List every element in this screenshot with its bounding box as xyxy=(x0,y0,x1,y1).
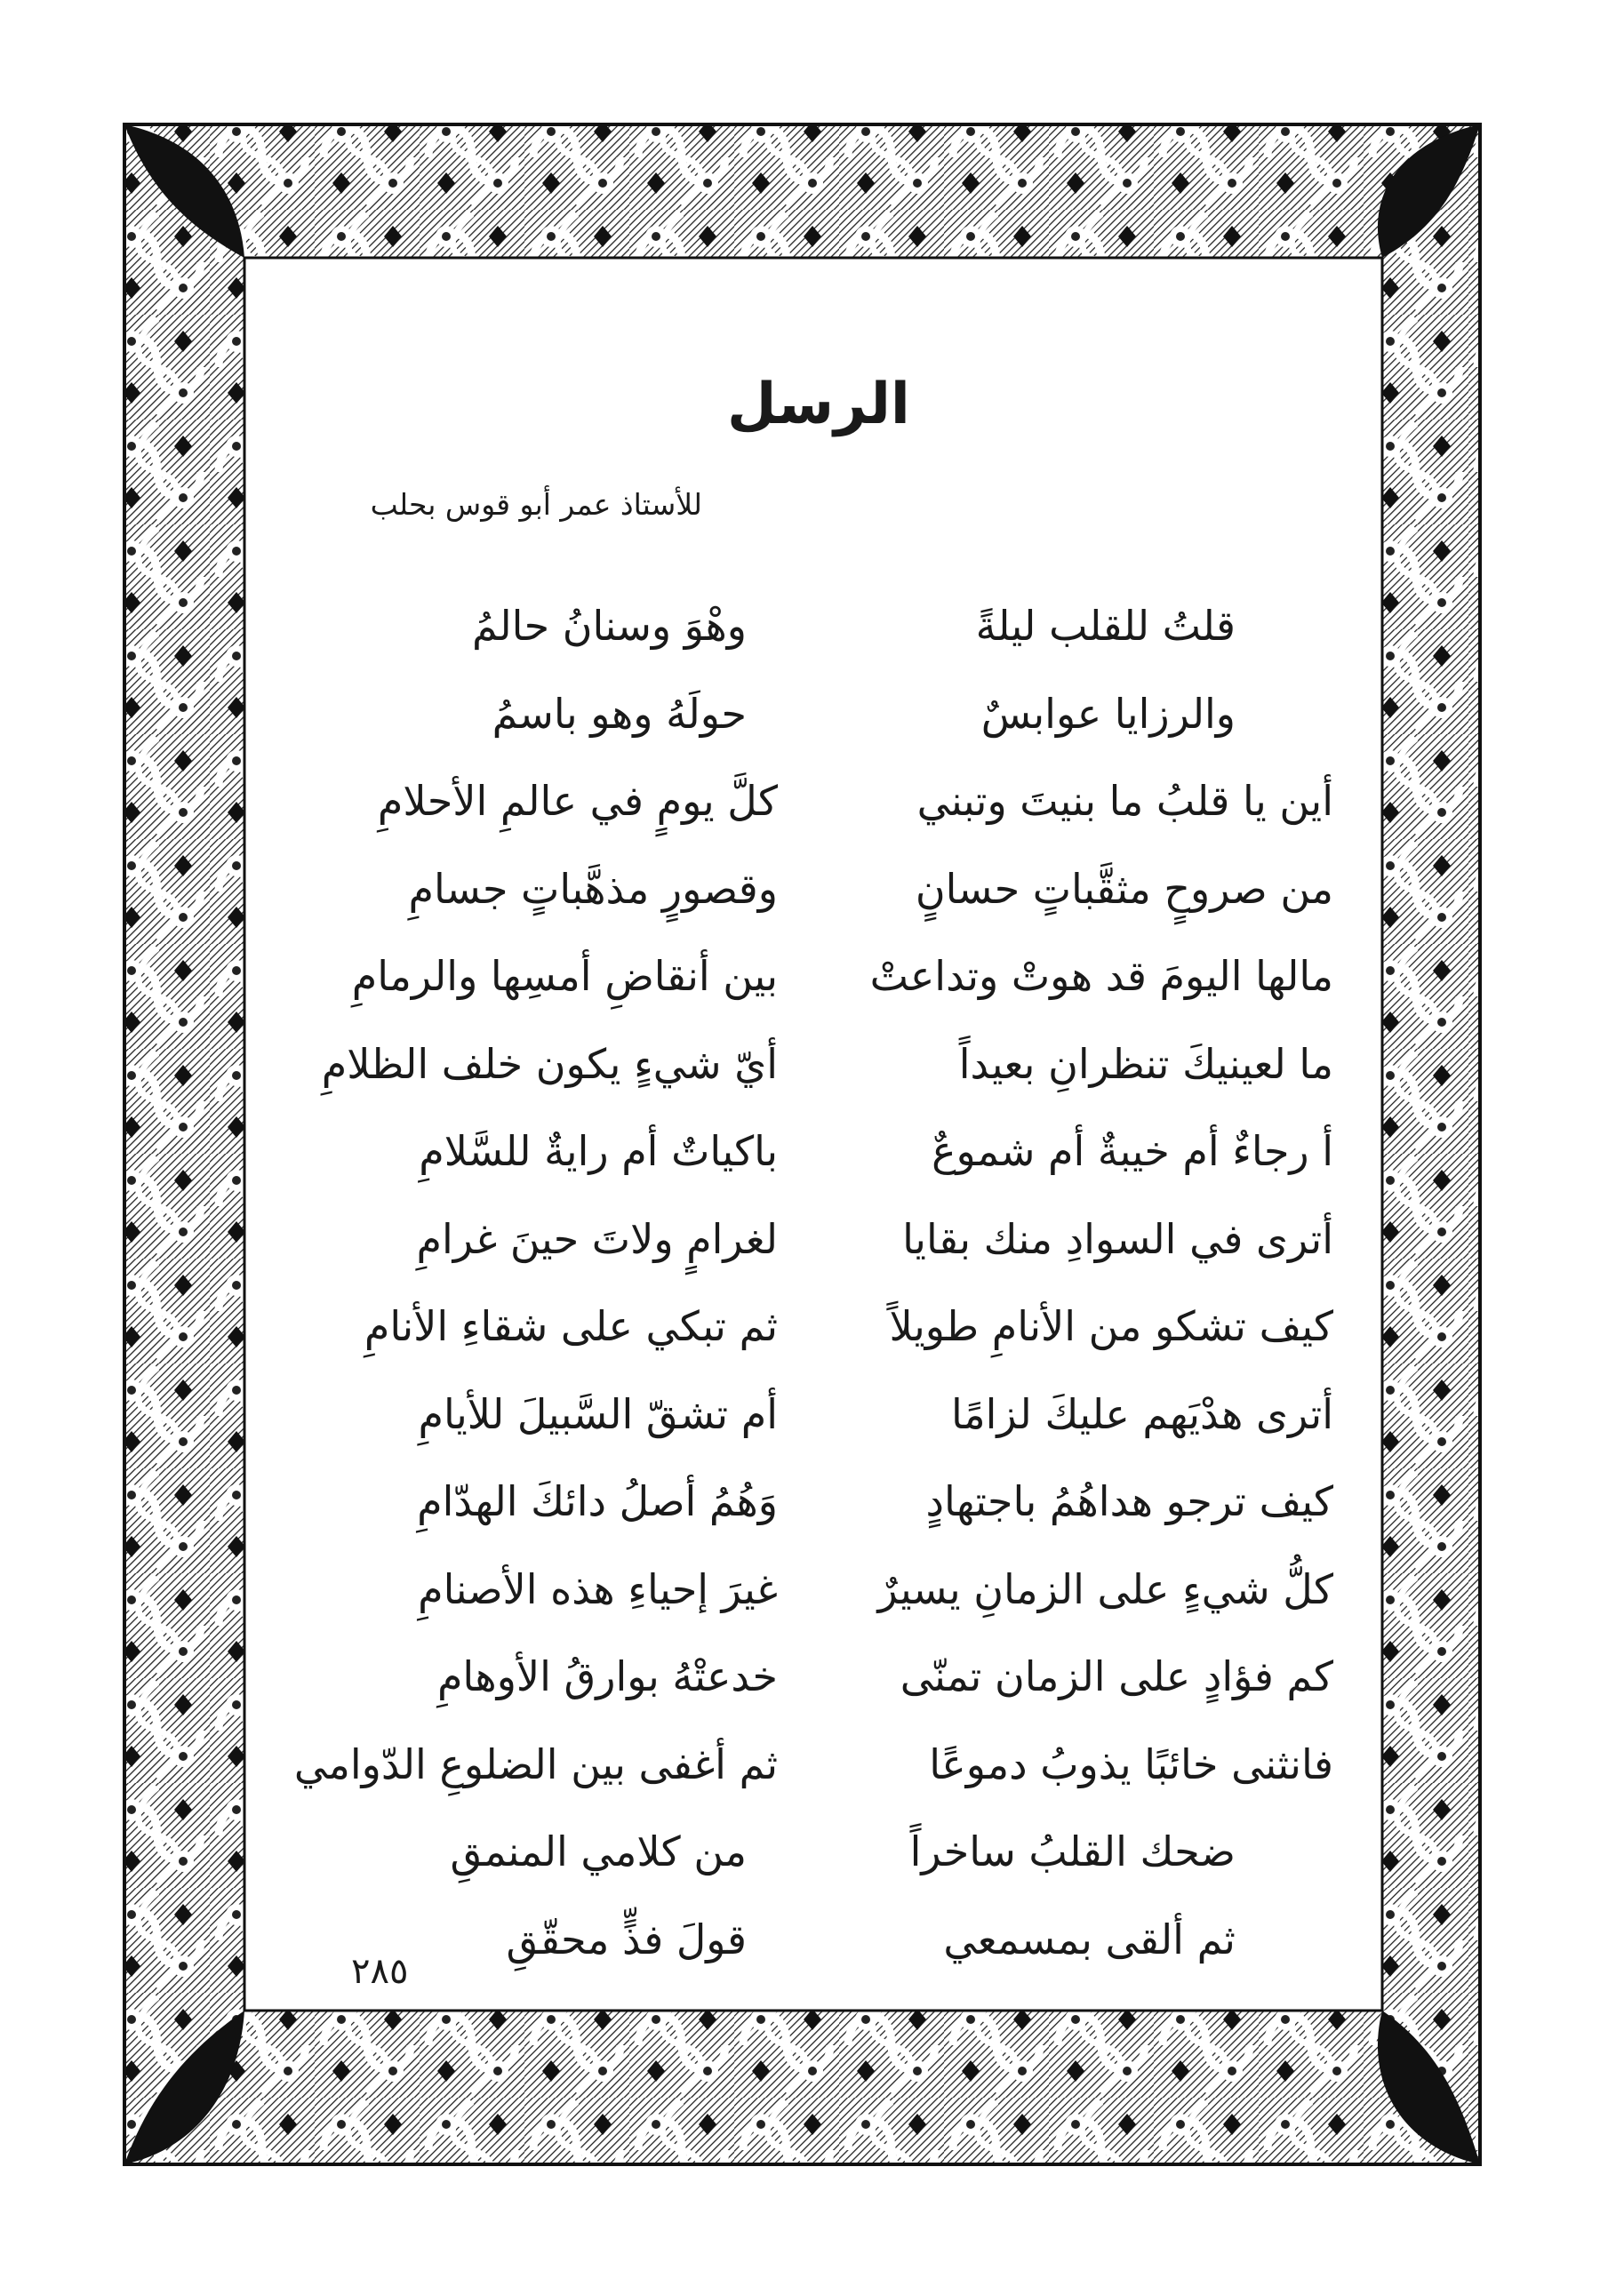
verse-second-hemistich: أيّ شيءٍ يكون خلف الظلامِ xyxy=(321,1039,778,1088)
verse-first-hemistich: كيف تشكو من الأنامِ طويلاً xyxy=(889,1302,1333,1351)
poem-body xyxy=(293,582,1333,1983)
verse-second-hemistich: ثم أغفى بين الضلوعِ الدّوامي xyxy=(293,1739,778,1788)
verse-first-hemistich: ثم ألقى بمسمعي xyxy=(943,1915,1236,1963)
verse-line xyxy=(293,1896,1333,1984)
verse-first-hemistich: كم فؤادٍ على الزمان تمنّى xyxy=(900,1652,1333,1701)
verse-line xyxy=(293,1458,1333,1546)
verse-second-hemistich: وقصورٍ مذهَّباتٍ جسامِ xyxy=(408,864,778,913)
verse-line xyxy=(293,845,1333,933)
verse-first-hemistich: من صروحٍ مثقَّباتٍ حسانٍ xyxy=(915,864,1333,913)
verse-line xyxy=(293,582,1333,670)
verse-line xyxy=(293,1283,1333,1371)
verse-second-hemistich: وَهُمُ أصلُ دائكَ الهدّامِ xyxy=(417,1477,778,1526)
verse-first-hemistich: فانثنى خائبًا يذوبُ دموعًا xyxy=(929,1739,1333,1788)
verse-second-hemistich: كلَّ يومٍ في عالمِ الأحلامِ xyxy=(377,777,778,826)
verse-line xyxy=(293,670,1333,758)
verse-second-hemistich: حولَهُ وهو باسمُ xyxy=(492,689,747,738)
verse-second-hemistich: ثم تبكي على شقاءِ الأنامِ xyxy=(364,1302,778,1351)
verse-second-hemistich: أم تشقّ السَّبيلَ للأيامِ xyxy=(418,1389,778,1438)
verse-line xyxy=(293,932,1333,1020)
verse-first-hemistich: أترى هدْيَهم عليكَ لزامًا xyxy=(950,1389,1333,1438)
verse-second-hemistich: قولَ فذٍّ محقّقِ xyxy=(506,1915,747,1963)
verse-second-hemistich: بين أنقاضِ أمسِها والرمامِ xyxy=(351,952,778,1001)
page-number: ٢٨٥ xyxy=(351,1951,409,1992)
verse-first-hemistich: كيف ترجو هداهُمُ باجتهادٍ xyxy=(925,1477,1333,1526)
verse-second-hemistich: باكياتٌ أم رايةٌ للسَّلامِ xyxy=(419,1127,778,1176)
verse-second-hemistich: من كلامي المنمقِ xyxy=(450,1827,747,1876)
verse-line xyxy=(293,757,1333,845)
verse-first-hemistich: أترى في السوادِ منك بقايا xyxy=(902,1214,1333,1263)
verse-line xyxy=(293,1633,1333,1721)
verse-second-hemistich: وهْوَ وسنانُ حالمُ xyxy=(472,602,747,651)
poem-title: الرسل xyxy=(727,372,910,437)
verse-line xyxy=(293,1546,1333,1634)
verse-first-hemistich: أ رجاءٌ أم خيبةٌ أم شموعٌ xyxy=(932,1127,1333,1176)
verse-first-hemistich: أين يا قلبُ ما بنيتَ وتبني xyxy=(916,777,1333,826)
verse-line xyxy=(293,1195,1333,1283)
verse-line xyxy=(293,1020,1333,1108)
verse-first-hemistich: ضحك القلبُ ساخراً xyxy=(909,1827,1236,1876)
poem-author: للأستاذ عمر أبو قوس بحلب xyxy=(370,487,702,522)
verse-second-hemistich: لغرامٍ ولاتَ حينَ غرامِ xyxy=(416,1214,778,1263)
verse-second-hemistich: خدعتْهُ بوارقُ الأوهامِ xyxy=(436,1652,778,1701)
verse-first-hemistich: مالها اليومَ قد هوتْ وتداعتْ xyxy=(869,952,1333,1001)
verse-first-hemistich: قلتُ للقلب ليلةً xyxy=(975,602,1236,651)
verse-line xyxy=(293,1108,1333,1195)
verse-second-hemistich: غيرَ إحياءِ هذه الأصنامِ xyxy=(418,1564,778,1613)
verse-line xyxy=(293,1371,1333,1459)
verse-first-hemistich: والرزايا عوابسٌ xyxy=(980,689,1236,738)
verse-first-hemistich: ما لعينيكَ تنظرانِ بعيداً xyxy=(958,1039,1333,1088)
verse-first-hemistich: كلُّ شيءٍ على الزمانِ يسيرٌ xyxy=(877,1564,1333,1613)
verse-line xyxy=(293,1721,1333,1809)
verse-line xyxy=(293,1808,1333,1896)
